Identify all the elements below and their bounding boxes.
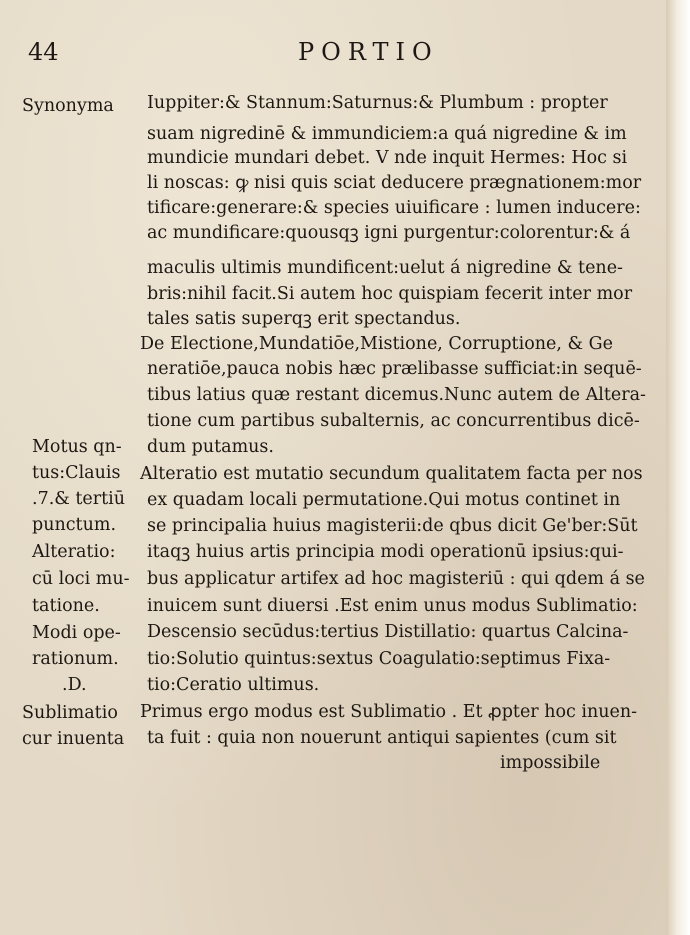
- body-line: li noscas: ꝙ nisi quis sciat deducere prægnationem:mor: [147, 173, 642, 193]
- body-line: Descensio secūdus:tertius Distillatio: quartus Calcina-: [147, 622, 629, 642]
- body-line: itaqꝫ huius artis principia modi operationū ipsius:qui-: [147, 542, 624, 562]
- margin-note: Synonyma: [22, 96, 114, 116]
- margin-note: cur inuenta: [22, 729, 125, 749]
- body-line: bris:nihil facit.Si autem hoc quispiam fecerit inter mor: [147, 284, 633, 304]
- body-line: ac mundificare:quousqꝫ igni purgentur:colorentur:& á: [147, 223, 631, 243]
- margin-note: tus:Clauis: [32, 463, 121, 483]
- body-line: tio:Ceratio ultimus.: [147, 675, 320, 695]
- body-line: tibus latius quæ restant dicemus.Nunc autem de Altera-: [147, 385, 646, 405]
- body-line: De Electione,Mundatiōe,Mistione, Corruptione, & Ge: [140, 334, 613, 354]
- body-line: tio:Solutio quintus:sextus Coagulatio:septimus Fixa-: [147, 649, 611, 669]
- body-line: inuicem sunt diuersi .Est enim unus modus Sublimatio:: [147, 596, 638, 616]
- margin-note: rationum.: [32, 649, 119, 669]
- margin-note: .D.: [62, 675, 87, 695]
- body-line: dum putamus.: [147, 437, 274, 457]
- margin-note: tatione.: [32, 596, 100, 616]
- margin-note: .7.& tertiū: [32, 489, 126, 509]
- page-number: 44: [28, 38, 59, 66]
- margin-note: cū loci mu-: [32, 569, 130, 589]
- body-line: tificare:generare:& species uiuificare : lumen inducere:: [147, 198, 641, 218]
- body-line: mundicie mundari debet. V nde inquit Hermes: Hoc si: [147, 148, 628, 168]
- body-line: Iuppiter:& Stannum:Saturnus:& Plumbum : propter: [147, 93, 608, 113]
- catchword: impossibile: [500, 753, 601, 773]
- body-line: tales satis superqꝫ erit spectandus.: [147, 309, 461, 329]
- body-line: ex quadam locali permutatione.Qui motus continet in: [147, 490, 621, 510]
- margin-note: Alteratio:: [32, 542, 116, 562]
- body-line: se principalia huius magisterii:de qbus dicit Ge'ber:Sūt: [147, 516, 638, 536]
- margin-note: Motus qn-: [32, 437, 122, 457]
- running-head-title: PORTIO: [298, 38, 439, 66]
- page-edge-shadow: [666, 0, 690, 935]
- body-line: Primus ergo modus est Sublimatio . Et ꝓpter hoc inuen-: [140, 702, 638, 722]
- margin-note: Sublimatio: [22, 703, 118, 723]
- margin-note: punctum.: [32, 515, 117, 535]
- body-line: Alteratio est mutatio secundum qualitatem facta per nos: [140, 464, 643, 484]
- body-line: suam nigredinē & immundiciem:a quá nigredine & im: [147, 124, 627, 144]
- body-line: neratiōe,pauca nobis hæc prælibasse sufficiat:in sequē-: [147, 359, 642, 379]
- body-line: bus applicatur artifex ad hoc magisteriū : qui qdem á se: [147, 569, 645, 589]
- body-line: ta fuit : quia non nouerunt antiqui sapientes (cum sit: [147, 728, 617, 748]
- body-line: maculis ultimis mundificent:uelut á nigredine & tene-: [147, 258, 623, 278]
- margin-note: Modi ope-: [32, 623, 121, 643]
- body-line: tione cum partibus subalternis, ac concurrentibus dicē-: [147, 411, 640, 431]
